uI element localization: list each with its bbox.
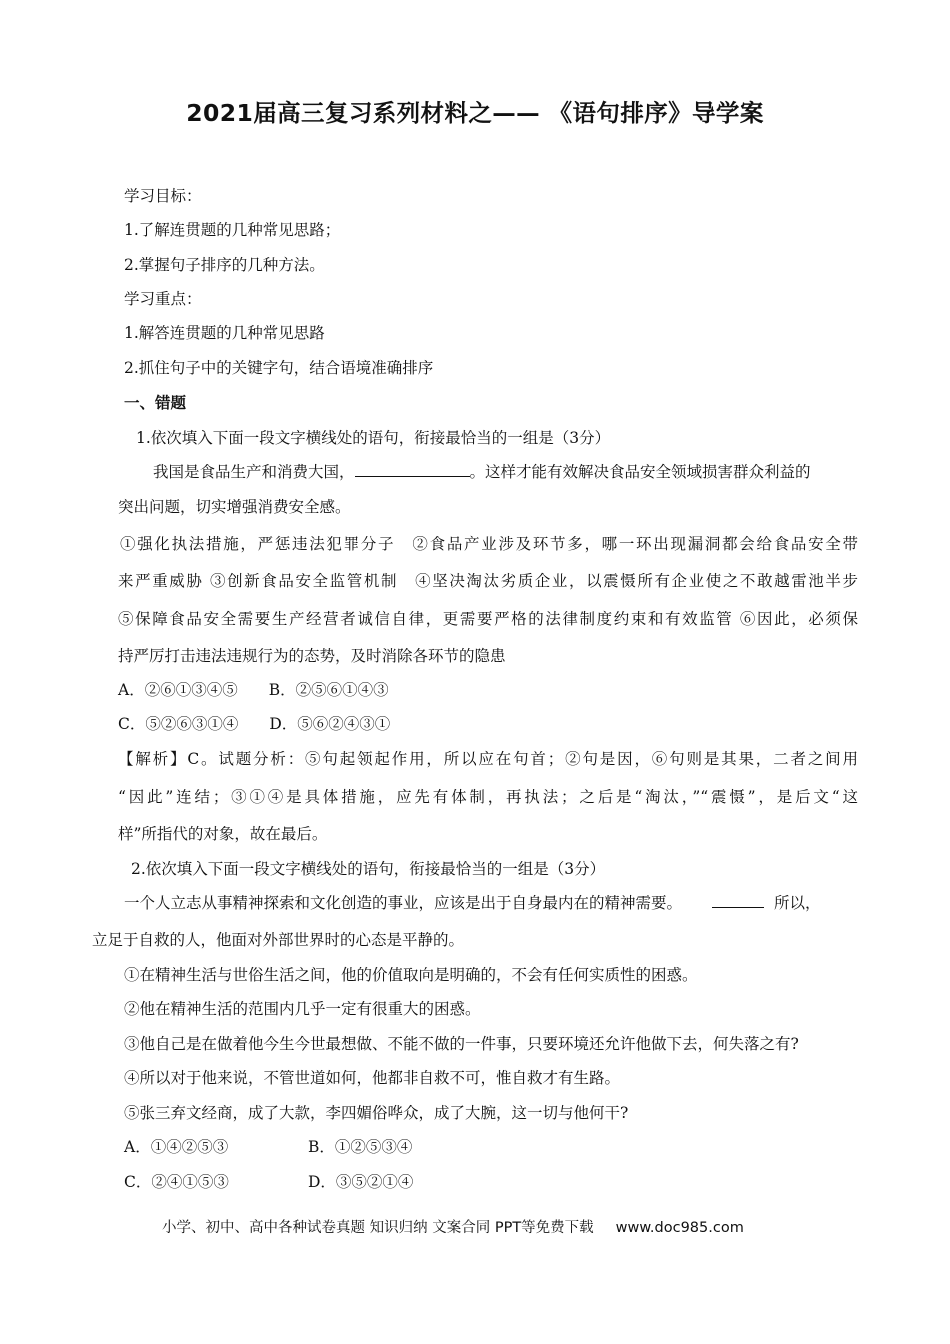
q2-sentence-1: ①在精神生活与世俗生活之间，他的价值取向是明确的，不会有任何实质性的困惑。	[124, 966, 698, 984]
q2-passage-line-2: 立足于自救的人，他面对外部世界时的心态是平静的。	[92, 931, 465, 949]
q1-choices-line-1: A．②⑥①③④⑤ B．②⑤⑥①④③	[118, 681, 389, 699]
q2-answer-blank	[712, 907, 764, 908]
q1-choices-line-2: C．⑤②⑥③①④ D．⑤⑥②④③①	[118, 715, 391, 733]
q1-options-line-2: 来严重威胁 ③创新食品安全监管机制 ④坚决淘汰劣质企业，以震慑所有企业使之不敢越雷池半步	[118, 572, 858, 590]
focus-heading: 学习重点：	[124, 290, 202, 308]
q1-passage-line-2: 突出问题，切实增强消费安全感。	[118, 498, 351, 516]
q1-passage-before: 我国是食品生产和消费大国，	[153, 463, 355, 481]
q1-analysis-line-1: 【解析】C。试题分析：⑤句起领起作用，所以应在句首；②句是因，⑥句则是其果，二者之间用	[118, 750, 858, 768]
q1-options-line-3: ⑤保障食品安全需要生产经营者诚信自律，更需要严格的法律制度约束和有效监管 ⑥因此，必须保	[118, 610, 858, 628]
q2-choice-b: B．①②⑤③④	[308, 1138, 413, 1156]
q1-stem: 1.依次填入下面一段文字横线处的语句，衔接最恰当的一组是（3分）	[136, 429, 611, 447]
q1-passage-after: 。这样才能有效解决食品安全领域损害群众利益的	[469, 463, 811, 481]
q1-analysis-line-2: “因此”连结；③①④是具体措施，应先有体制，再执法；之后是“淘汰，”“震慑”，是后文“这	[118, 788, 858, 806]
focus-item-1: 1.解答连贯题的几种常见思路	[124, 324, 325, 342]
q2-passage-line-1	[124, 893, 821, 913]
footer-text: 小学、初中、高中各种试卷真题 知识归纳 文案合同 PPT等免费下载	[162, 1220, 594, 1236]
q2-passage-after: 所以，	[774, 894, 821, 912]
goal-item-2: 2.掌握句子排序的几种方法。	[124, 256, 325, 274]
goal-item-1: 1.了解连贯题的几种常见思路；	[124, 221, 341, 239]
q2-sentence-5: ⑤张三弃文经商，成了大款，李四媚俗哗众，成了大腕，这一切与他何干?	[124, 1104, 629, 1122]
q2-choice-a: A．①④②⑤③	[124, 1138, 229, 1156]
document-title: 2021届高三复习系列材料之—— 《语句排序》导学案	[186, 99, 764, 127]
q2-choice-c: C．②④①⑤③	[124, 1173, 229, 1191]
page-footer	[162, 1216, 744, 1237]
q2-choice-d: D．③⑤②①④	[308, 1173, 414, 1191]
q1-passage-line-1	[153, 462, 811, 482]
q2-sentence-4: ④所以对于他来说，不管世道如何，他都非自救不可，惟自救才有生路。	[124, 1069, 621, 1087]
q1-options-line-1: ①强化执法措施，严惩违法犯罪分子 ②食品产业涉及环节多，哪一环出现漏洞都会给食品安全带	[120, 535, 858, 553]
q2-sentence-2: ②他在精神生活的范围内几乎一定有很重大的困惑。	[124, 1000, 481, 1018]
goals-heading: 学习目标：	[124, 187, 202, 205]
q1-options-line-4: 持严厉打击违法违规行为的态势，及时消除各环节的隐患	[118, 647, 506, 665]
q2-stem: 2.依次填入下面一段文字横线处的语句，衔接最恰当的一组是（3分）	[131, 860, 606, 878]
focus-item-2: 2.抓住句子中的关键字句，结合语境准确排序	[124, 359, 434, 377]
footer-url[interactable]: www.doc985.com	[615, 1220, 744, 1236]
section-heading: 一、错题	[124, 394, 187, 412]
q2-passage-before: 一个人立志从事精神探索和文化创造的事业，应该是出于自身最内在的精神需要。	[124, 894, 683, 912]
q2-sentence-3: ③他自己是在做着他今生今世最想做、不能不做的一件事，只要环境还允许他做下去，何失落之有?	[124, 1035, 799, 1053]
q1-analysis-line-3: 样”所指代的对象，故在最后。	[118, 825, 328, 843]
q1-answer-blank	[355, 476, 470, 477]
